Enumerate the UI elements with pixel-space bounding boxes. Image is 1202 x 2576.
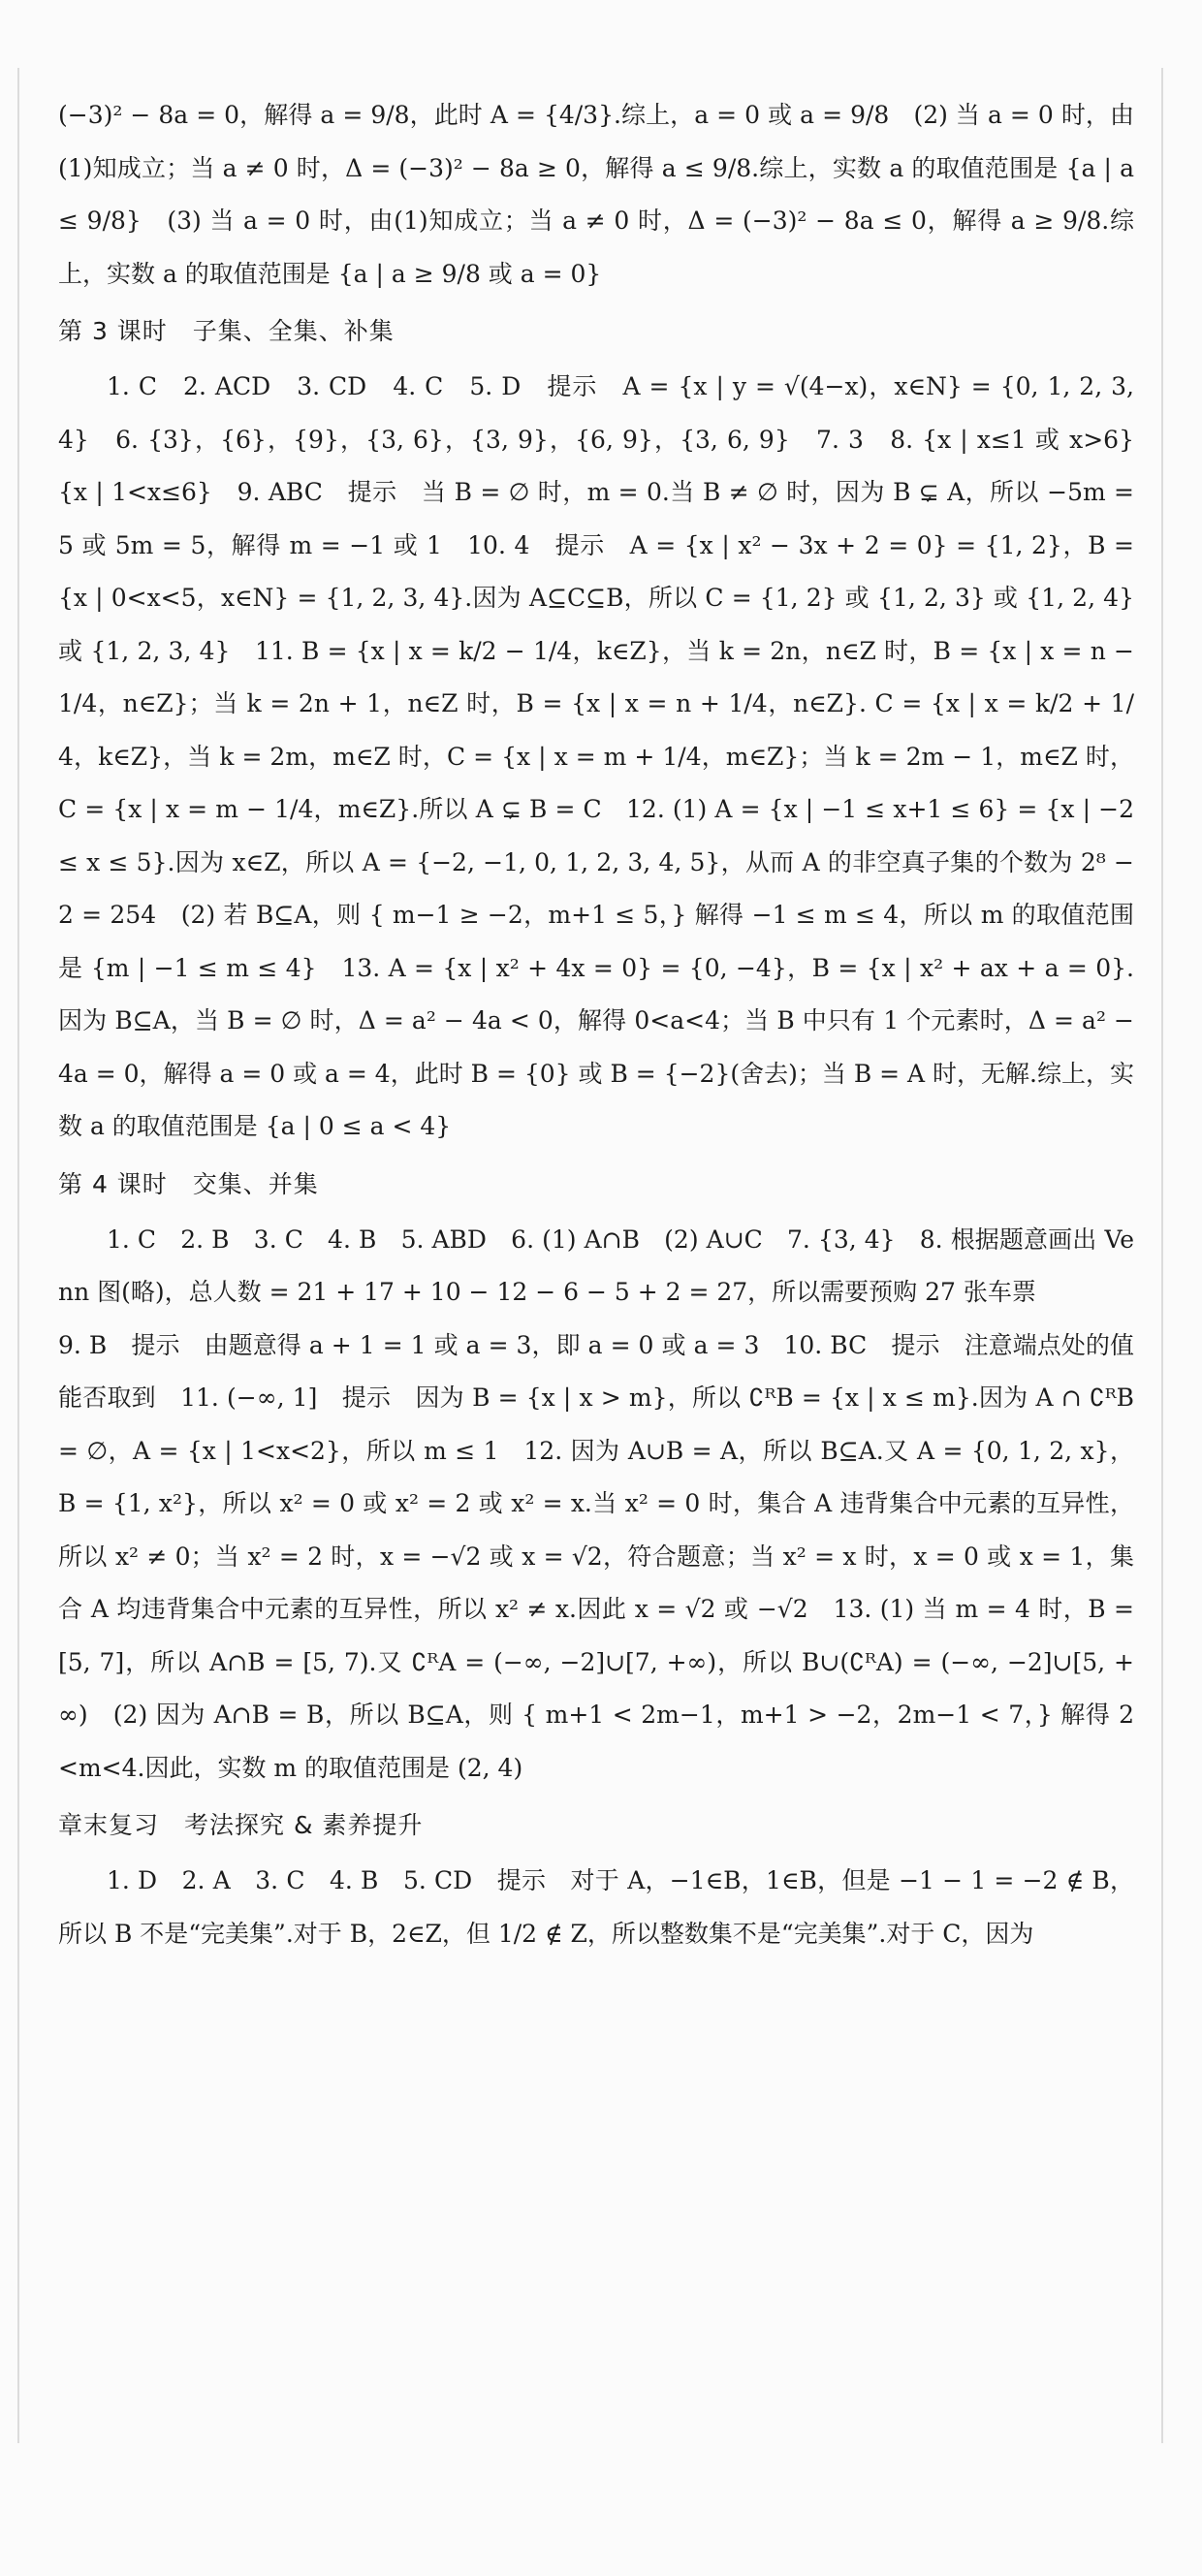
section-heading-lesson-3: 第 3 课时 子集、全集、补集 xyxy=(58,317,395,345)
answer-paragraph-lesson-3: 1. C 2. ACD 3. CD 4. C 5. D 提示 A = {x | y = √(4−x)，x∈N} = {0, 1, 2, 3, 4} 6. {3}，{6}，{9}，{3, 6}，{3, 9}，{6, 9}，{3, 6, 9} 7. 3 8. {x | x≤1 或 x>6} {x | 1<x≤6} 9. ABC 提示 当 B = ∅ 时，m = 0.当 B ≠ ∅ 时，因为 B ⊊ A，所以 −5m = 5 或 5m = 5，解得 m = −1 或 1 10. 4 提示 A = {x | x² − 3x + 2 = 0} = {1, 2}，B = {x | 0<x<5，x∈N} = {1, 2, 3, 4}.因为 A⊆C⊆B，所以 C = {1, 2} 或 {1, 2, 3} 或 {1, 2, 4} 或 {1, 2, 3, 4} 11. B = {x | x = k/2 − 1/4，k∈Z}，当 k = 2n，n∈Z 时，B = {x | x = n − 1/4，n∈Z}；当 k = 2n + 1，n∈Z 时，B = {x | x = n + 1/4，n∈Z}. C = {x | x = k/2 + 1/4，k∈Z}，当 k = 2m，m∈Z 时，C = {x | x = m + 1/4，m∈Z}；当 k = 2m − 1，m∈Z 时，C = {x | x = m − 1/4，m∈Z}.所以 A ⊊ B = C 12. (1) A = {x | −1 ≤ x+1 ≤ 6} = {x | −2 ≤ x ≤ 5}.因为 x∈Z，所以 A = {−2, −1, 0, 1, 2, 3, 4, 5}，从而 A 的非空真子集的个数为 2⁸ − 2 = 254 (2) 若 B⊆A，则 { m−1 ≥ −2，m+1 ≤ 5，} 解得 −1 ≤ m ≤ 4，所以 m 的取值范围是 {m | −1 ≤ m ≤ 4} 13. A = {x | x² + 4x = 0} = {0, −4}，B = {x | x² + ax + a = 0}.因为 B⊆A，当 B = ∅ 时，Δ = a² − 4a < 0，解得 0<a<4；当 B 中只有 1 个元素时，Δ = a² − 4a = 0，解得 a = 0 或 a = 4，此时 B = {0} 或 B = {−2}(舍去)；当 B = A 时，无解.综上，实数 a 的取值范围是 {a | 0 ≤ a < 4} xyxy=(58,372,1134,1140)
section-heading-chapter-review: 章末复习 考法探究 & 素养提升 xyxy=(58,1811,424,1839)
right-margin-rule xyxy=(1161,68,1163,2443)
answer-paragraph-chapter-review: 1. D 2. A 3. C 4. B 5. CD 提示 对于 A，−1∈B，1∈B，但是 −1 − 1 = −2 ∉ B，所以 B 不是“完美集”.对于 B，2∈Z，但 1/2 ∉ Z，所以整数集不是“完美集”.对于 C，因为 xyxy=(58,1866,1134,1948)
answer-paragraph-lesson-4-part-2: 9. B 提示 由题意得 a + 1 = 1 或 a = 3，即 a = 0 或 a = 3 10. BC 提示 注意端点处的值能否取到 11. (−∞, 1] 提示 因为 B = {x | x > m}，所以 ∁ᴿB = {x | x ≤ m}.因为 A ∩ ∁ᴿB = ∅，A = {x | 1<x<2}，所以 m ≤ 1 12. 因为 A∪B = A，所以 B⊆A.又 A = {0, 1, 2, x}，B = {1, x²}，所以 x² = 0 或 x² = 2 或 x² = x.当 x² = 0 时，集合 A 违背集合中元素的互异性，所以 x² ≠ 0；当 x² = 2 时，x = −√2 或 x = √2，符合题意；当 x² = x 时，x = 0 或 x = 1，集合 A 均违背集合中元素的互异性，所以 x² ≠ x.因此 x = √2 或 −√2 13. (1) 当 m = 4 时，B = [5, 7]，所以 A∩B = [5, 7).又 ∁ᴿA = (−∞, −2]∪[7, +∞)，所以 B∪(∁ᴿA) = (−∞, −2]∪[5, +∞) (2) 因为 A∩B = B，所以 B⊆A，则 { m+1 < 2m−1，m+1 > −2，2m−1 < 7，} 解得 2<m<4.因此，实数 m 的取值范围是 (2, 4) xyxy=(58,1330,1134,1782)
left-margin-rule xyxy=(17,68,19,2443)
answer-paragraph-lesson-4-part-1: 1. C 2. B 3. C 4. B 5. ABD 6. (1) A∩B (2) A∪C 7. {3, 4} 8. 根据题意画出 Venn 图(略)，总人数 = 21 + 17 + 10 − 12 − 6 − 5 + 2 = 27，所以需要预购 27 张车票 xyxy=(58,1224,1134,1306)
answer-paragraph-set-values: (−3)² − 8a = 0，解得 a = 9/8，此时 A = {4/3}.综上，a = 0 或 a = 9/8 (2) 当 a = 0 时，由(1)知成立；当 a ≠ 0 时，Δ = (−3)² − 8a ≥ 0，解得 a ≤ 9/8.综上，实数 a 的取值范围是 {a | a ≤ 9/8} (3) 当 a = 0 时，由(1)知成立；当 a ≠ 0 时，Δ = (−3)² − 8a ≤ 0，解得 a ≥ 9/8.综上，实数 a 的取值范围是 {a | a ≥ 9/8 或 a = 0} xyxy=(58,101,1134,288)
section-heading-lesson-4: 第 4 课时 交集、并集 xyxy=(58,1169,319,1198)
answer-content xyxy=(58,89,1134,1960)
